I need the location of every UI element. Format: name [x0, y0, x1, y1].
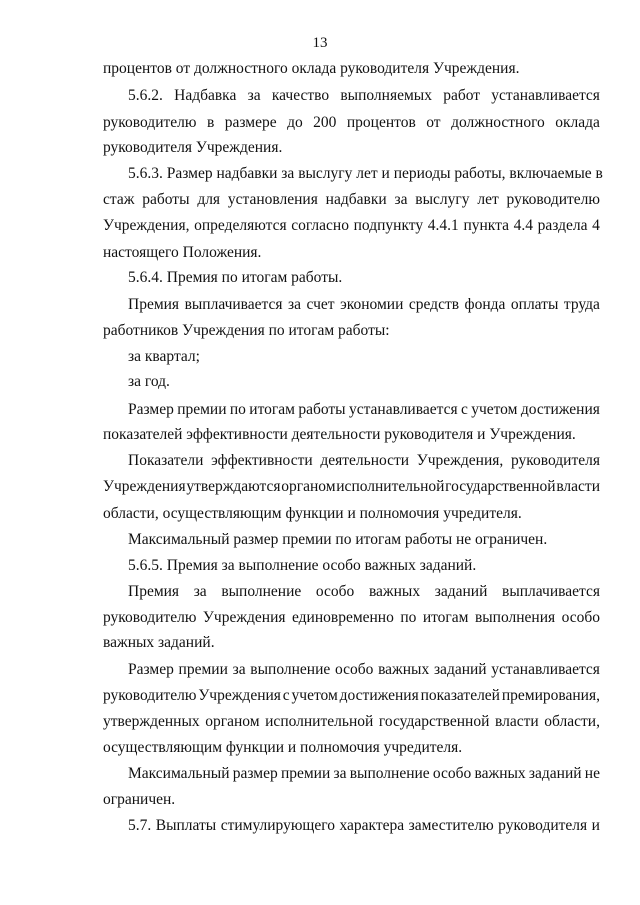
text-line: руководителя Учреждения.: [103, 139, 283, 156]
word: за: [394, 191, 408, 208]
word: подпункту: [353, 217, 424, 234]
word: выплачивается: [502, 583, 600, 600]
word: устанавливается: [491, 661, 600, 678]
word: премии: [178, 661, 228, 678]
word: средств: [408, 296, 460, 313]
word: процентов: [346, 114, 416, 131]
word: раздела: [537, 217, 588, 234]
word: в: [206, 114, 215, 131]
text-line: [103, 113, 600, 133]
word: от: [426, 114, 441, 131]
word: Надбавка: [174, 87, 237, 104]
word: выплачивается: [184, 296, 283, 313]
word: оплаты: [510, 296, 559, 313]
text-line: области, осуществляющим функции и полномочия учредителя.: [103, 505, 522, 522]
word: Учреждения,: [416, 452, 504, 469]
word: выслугу: [415, 191, 470, 208]
word: пункта: [463, 217, 509, 234]
word: определяются: [194, 217, 287, 234]
word: выполнение: [250, 661, 331, 678]
text-line: работников Учреждения по итогам работы:: [103, 322, 390, 339]
word: достижения: [520, 401, 600, 418]
text-line: [128, 295, 600, 315]
word: труда: [563, 296, 600, 313]
word: должностного: [451, 114, 545, 131]
word: для: [197, 191, 221, 208]
text-line: [103, 216, 600, 236]
text-line: [128, 816, 600, 836]
word: особо: [334, 661, 374, 678]
word: руководителю: [103, 609, 197, 626]
word: 200: [313, 114, 337, 131]
word: государственной: [445, 478, 556, 495]
word: Максимальный: [128, 765, 230, 782]
word: стаж: [103, 191, 135, 208]
text-line: [128, 451, 600, 471]
word: органом: [205, 713, 260, 730]
word: не: [584, 765, 600, 782]
text-line: [103, 190, 600, 210]
word: качество: [271, 87, 330, 104]
word: особо: [561, 609, 600, 626]
word: оклада: [555, 114, 600, 131]
text-line: [103, 712, 600, 732]
text-line: показателей эффективности деятельности руководителя и Учреждения.: [103, 426, 576, 443]
word: важных: [378, 661, 430, 678]
word: власти: [556, 478, 600, 495]
word: с: [282, 687, 290, 704]
word: Показатели: [128, 452, 204, 469]
word: Учреждения: [202, 609, 286, 626]
word: Премия: [128, 296, 180, 313]
word: единовременно: [291, 609, 394, 626]
word: утверждаются: [186, 478, 281, 495]
word: важных: [368, 583, 421, 600]
word: учетом: [291, 687, 338, 704]
word: счет: [306, 296, 335, 313]
word: Учреждения: [198, 687, 281, 704]
word: руководителю: [506, 191, 600, 208]
word: руководителю: [103, 114, 197, 131]
word: эффективности: [211, 452, 313, 469]
word: премии: [280, 765, 331, 782]
word: государственной: [378, 713, 490, 730]
word: исполнительной: [336, 478, 445, 495]
word: 4: [592, 217, 600, 234]
word: выполняемых: [340, 87, 432, 104]
word: работ: [443, 87, 481, 104]
word: области,: [544, 713, 600, 730]
word: устанавливается: [491, 87, 600, 104]
word: показателей: [420, 687, 500, 704]
word: особо: [432, 765, 472, 782]
word: заданий: [433, 661, 487, 678]
text-line: [103, 686, 600, 706]
word: по: [229, 401, 246, 418]
word: выполнение: [221, 583, 302, 600]
text-line: осуществляющим функции и полномочия учредителя.: [103, 739, 463, 756]
word: исполнительной: [265, 713, 374, 730]
word: 5.6.2.: [128, 87, 163, 104]
word: итогам: [249, 401, 295, 418]
page-number: 13: [312, 35, 328, 51]
word: итогам: [422, 609, 469, 626]
word: достижения: [339, 687, 419, 704]
word: утвержденных: [103, 713, 200, 730]
word: с: [460, 401, 468, 418]
word: надбавки: [325, 191, 387, 208]
text-line: настоящего Положения.: [103, 244, 262, 261]
word: за: [288, 296, 302, 313]
word: выполнения: [474, 609, 556, 626]
word: 5.7.: [128, 817, 152, 834]
word: экономии: [340, 296, 404, 313]
word: размере: [224, 114, 277, 131]
word: за: [247, 87, 261, 104]
word: установления: [227, 191, 318, 208]
word: особо: [315, 583, 355, 600]
word: Премия: [128, 583, 180, 600]
word: по: [400, 609, 417, 626]
word: премирования,: [501, 687, 600, 704]
word: за: [193, 583, 207, 600]
text-line: [128, 86, 600, 106]
word: заместителю: [408, 817, 494, 834]
word: за: [333, 765, 347, 782]
word: Учреждения: [103, 478, 186, 495]
word: за: [232, 661, 246, 678]
word: до: [287, 114, 303, 131]
text-line: Максимальный размер премии по итогам работы не ограничен.: [128, 531, 548, 548]
text-line: важных заданий.: [103, 634, 215, 651]
word: Выплаты: [155, 817, 217, 834]
word: устанавливается: [348, 401, 458, 418]
text-line: за квартал;: [128, 348, 200, 365]
text-line: ограничен.: [103, 791, 176, 808]
word: Размер: [128, 401, 174, 418]
word: Учреждения,: [103, 217, 190, 234]
word: учетом: [471, 401, 518, 418]
word: характера: [339, 817, 405, 834]
word: власти: [494, 713, 539, 730]
text-line: 5.6.4. Премия по итогам работы.: [128, 269, 343, 286]
word: органом: [281, 478, 336, 495]
text-line: [103, 477, 600, 497]
word: заданий: [528, 765, 582, 782]
word: работы: [142, 191, 190, 208]
word: лет: [477, 191, 499, 208]
text-line: за год.: [128, 373, 170, 390]
word: размер: [232, 765, 278, 782]
text-line: [128, 764, 600, 784]
text-line: процентов от должностного оклада руководителя Учреждения.: [103, 60, 520, 77]
word: согласно: [291, 217, 349, 234]
text-line: 5.6.3. Размер надбавки за выслугу лет и периоды работы, включаемые в: [128, 165, 603, 182]
word: фонда: [464, 296, 506, 313]
word: работы: [298, 401, 346, 418]
word: и: [591, 817, 600, 834]
text-line: [103, 608, 600, 628]
text-line: [128, 660, 600, 680]
word: премии: [177, 401, 227, 418]
word: 4.4.1: [427, 217, 459, 234]
text-line: [128, 582, 600, 602]
word: руководителю: [103, 687, 197, 704]
word: заданий: [434, 583, 488, 600]
text-line: [128, 400, 600, 420]
word: руководителя: [510, 452, 600, 469]
word: стимулирующего: [220, 817, 335, 834]
word: важных: [474, 765, 526, 782]
text-line: 5.6.5. Премия за выполнение особо важных заданий.: [128, 557, 477, 574]
word: деятельности: [320, 452, 410, 469]
word: 4.4: [513, 217, 533, 234]
word: руководителя: [498, 817, 588, 834]
word: Размер: [128, 661, 174, 678]
word: выполнение: [349, 765, 430, 782]
